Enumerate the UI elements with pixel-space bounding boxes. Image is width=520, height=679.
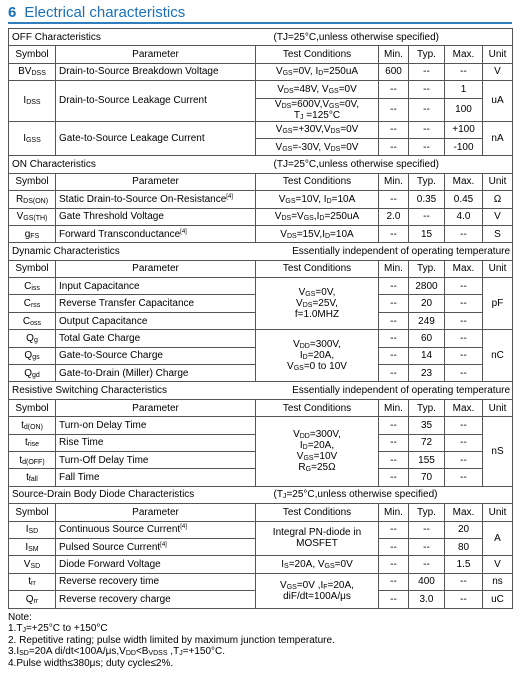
table-row: [9, 191, 513, 208]
min-cell: --: [379, 451, 409, 468]
switching-conditions: $V_{DD}=300V$, $I_D=20A$, $V_{GS}=10V$ $R_G=25\Omega$: [256, 417, 379, 487]
off-section-row: [9, 29, 513, 46]
dynamic-section-title: Dynamic Characteristics: [9, 243, 256, 260]
header-unit: Unit: [483, 260, 513, 277]
max-cell: --: [445, 365, 483, 382]
header-min: Min.: [379, 173, 409, 190]
min-cell: --: [379, 138, 409, 155]
max-cell: --: [445, 330, 483, 347]
max-cell: 0.45: [445, 191, 483, 208]
symbol-tfall: $t_{fall}$: [9, 469, 56, 486]
typ-cell: 72: [409, 434, 445, 451]
typ-cell: 249: [409, 312, 445, 329]
unit-cell: Ω: [483, 191, 513, 208]
table-row: [9, 208, 513, 225]
on-section-condition: (TJ=25°C,unless otherwise specified): [256, 156, 513, 173]
typ-cell: 35: [409, 417, 445, 434]
parameter-cell: Reverse recovery time: [56, 573, 256, 590]
typ-cell: 155: [409, 451, 445, 468]
parameter-cell: Forward Transconductance[4]: [56, 225, 256, 242]
notes-title: Note:: [8, 611, 32, 623]
header-symbol: Symbol: [9, 46, 56, 63]
max-cell: -100: [445, 138, 483, 155]
typ-cell: 70: [409, 469, 445, 486]
unit-cell: pF: [483, 278, 513, 330]
typ-cell: 3.0: [409, 591, 445, 608]
header-max: Max.: [445, 46, 483, 63]
min-cell: --: [379, 191, 409, 208]
header-conditions: Test Conditions: [256, 504, 379, 521]
symbol-rdson: $R_{DS(ON)}$: [9, 191, 56, 208]
header-row: [9, 46, 513, 63]
header-max: Max.: [445, 260, 483, 277]
header-row: [9, 399, 513, 416]
conditions-cell: $V_{DS}=15V,I_D=10A$: [256, 225, 379, 242]
parameter-cell: Output Capacitance: [56, 312, 256, 329]
typ-cell: --: [409, 538, 445, 555]
table-row: [9, 63, 513, 80]
parameter-cell: Static Drain-to-Source On-Resistance[4]: [56, 191, 256, 208]
note-item: $3.I_{SD}=20A$ $di/dt<100A/\mu s,V_{DD}<B_{VDSS}$ $,T_J=+150^\circ C$.: [8, 646, 226, 657]
header-typ: Typ.: [409, 173, 445, 190]
min-cell: --: [379, 538, 409, 555]
symbol-qg: $Q_g$: [9, 330, 56, 347]
header-row: [9, 504, 513, 521]
max-cell: --: [445, 312, 483, 329]
max-cell: 20: [445, 521, 483, 538]
dynamic-section-condition: Essentially independent of operating temperature: [256, 243, 513, 260]
symbol-gfs: $g_{FS}$: [9, 225, 56, 242]
header-typ: Typ.: [409, 399, 445, 416]
header-typ: Typ.: [409, 260, 445, 277]
parameter-cell: Gate-to-Drain (Miller) Charge: [56, 365, 256, 382]
symbol-ciss: $C_{iss}$: [9, 278, 56, 295]
note-item: 2. Repetitive rating; pulse width limited by maximum junction temperature.: [8, 634, 335, 646]
symbol-trr: $t_{rr}$: [9, 573, 56, 590]
unit-cell: V: [483, 556, 513, 573]
conditions-cell: $V_{GS}=10V$, $I_D=10A$: [256, 191, 379, 208]
typ-cell: --: [409, 81, 445, 98]
symbol-idss: $I_{DSS}$: [9, 81, 56, 121]
table-row: [9, 225, 513, 242]
parameter-cell: Drain-to-Source Breakdown Voltage: [56, 63, 256, 80]
diode-section-title: Source-Drain Body Diode Characteristics: [9, 486, 256, 503]
min-cell: --: [379, 469, 409, 486]
notes: [8, 612, 512, 670]
header-max: Max.: [445, 173, 483, 190]
symbol-vsd: $V_{SD}$: [9, 556, 56, 573]
conditions-cell: $V_{DS}=600V,V_{GS}=0V$, $T_J =125^\circ C$: [256, 98, 379, 121]
max-cell: --: [445, 295, 483, 312]
typ-cell: 14: [409, 347, 445, 364]
charge-conditions: $V_{DD}=300V$, $I_D=20A$, $V_{GS}=0$ to 10V: [256, 330, 379, 382]
header-parameter: Parameter: [56, 173, 256, 190]
symbol-vgsth: $V_{GS(TH)}$: [9, 208, 56, 225]
header-parameter: Parameter: [56, 260, 256, 277]
unit-cell: nA: [483, 121, 513, 156]
recovery-conditions: $V_{GS}=0V$ $,I_F=20A$, diF/dt=100A/μs: [256, 573, 379, 608]
symbol-trise: $t_{rise}$: [9, 434, 56, 451]
header-unit: Unit: [483, 173, 513, 190]
conditions-cell: $V_{DS}=V_{GS},I_D=250uA$: [256, 208, 379, 225]
max-cell: --: [445, 573, 483, 590]
header-conditions: Test Conditions: [256, 173, 379, 190]
diode-section-row: [9, 486, 513, 503]
min-cell: --: [379, 121, 409, 138]
min-cell: 600: [379, 63, 409, 80]
symbol-tdoff: $t_{d(OFF)}$: [9, 451, 56, 468]
conditions-cell: $V_{GS}=-30V$, $V_{DS}=0V$: [256, 138, 379, 155]
symbol-qrr: $Q_{rr}$: [9, 591, 56, 608]
parameter-cell: Turn-on Delay Time: [56, 417, 256, 434]
header-parameter: Parameter: [56, 504, 256, 521]
note-item: 4.Pulse width≤380μs; duty cycle≤2%.: [8, 657, 174, 669]
symbol-bvdss: $BV_{DSS}$: [9, 63, 56, 80]
off-section-condition: (TJ=25°C,unless otherwise specified): [256, 29, 513, 46]
section-heading: [8, 0, 512, 24]
max-cell: --: [445, 434, 483, 451]
max-cell: --: [445, 225, 483, 242]
pn-diode-conditions: Integral PN-diode in MOSFET: [256, 521, 379, 556]
typ-cell: --: [409, 521, 445, 538]
typ-cell: 15: [409, 225, 445, 242]
header-row: [9, 173, 513, 190]
max-cell: --: [445, 347, 483, 364]
table-row: [9, 556, 513, 573]
max-cell: --: [445, 278, 483, 295]
unit-cell: nC: [483, 330, 513, 382]
capacitance-conditions: $V_{GS}=0V$, $V_{DS}=25V$, f=1.0MHZ: [256, 278, 379, 330]
header-unit: Unit: [483, 504, 513, 521]
parameter-cell: Gate-to-Source Charge: [56, 347, 256, 364]
header-symbol: Symbol: [9, 399, 56, 416]
header-symbol: Symbol: [9, 260, 56, 277]
typ-cell: --: [409, 138, 445, 155]
header-typ: Typ.: [409, 504, 445, 521]
max-cell: --: [445, 63, 483, 80]
table-row: [9, 278, 513, 295]
electrical-characteristics-table: [8, 28, 513, 609]
symbol-qgd: $Q_{gd}$: [9, 365, 56, 382]
header-unit: Unit: [483, 399, 513, 416]
symbol-crss: $C_{rss}$: [9, 295, 56, 312]
off-section-title: OFF Characteristics: [9, 29, 256, 46]
on-section-title: ON Characteristics: [9, 156, 256, 173]
header-conditions: Test Conditions: [256, 260, 379, 277]
max-cell: --: [445, 417, 483, 434]
typ-cell: --: [409, 63, 445, 80]
min-cell: --: [379, 573, 409, 590]
parameter-cell: Reverse recovery charge: [56, 591, 256, 608]
max-cell: --: [445, 451, 483, 468]
note-item: $1.T_J=+25^\circ C$ to +150°C: [8, 623, 108, 634]
parameter-cell: Pulsed Source Current[4]: [56, 538, 256, 555]
table-row: [9, 81, 513, 98]
unit-cell: nS: [483, 417, 513, 487]
max-cell: 4.0: [445, 208, 483, 225]
typ-cell: 0.35: [409, 191, 445, 208]
typ-cell: 400: [409, 573, 445, 590]
unit-cell: V: [483, 63, 513, 80]
min-cell: --: [379, 556, 409, 573]
parameter-cell: Gate-to-Source Leakage Current: [56, 121, 256, 156]
max-cell: 1: [445, 81, 483, 98]
diode-section-condition: ($T_J=25^\circ C,unless$ otherwise specified): [256, 486, 513, 503]
typ-cell: 2800: [409, 278, 445, 295]
symbol-ism: $I_{SM}$: [9, 538, 56, 555]
parameter-cell: Turn-Off Delay Time: [56, 451, 256, 468]
section-number: 6: [8, 3, 17, 21]
unit-cell: ns: [483, 573, 513, 590]
parameter-cell: Input Capacitance: [56, 278, 256, 295]
parameter-cell: Total Gate Charge: [56, 330, 256, 347]
table-row: [9, 417, 513, 434]
header-unit: Unit: [483, 46, 513, 63]
min-cell: --: [379, 225, 409, 242]
min-cell: --: [379, 365, 409, 382]
header-symbol: Symbol: [9, 504, 56, 521]
on-section-row: [9, 156, 513, 173]
conditions-cell: $V_{GS}=0V$, $I_D=250uA$: [256, 63, 379, 80]
header-parameter: Parameter: [56, 399, 256, 416]
parameter-cell: Drain-to-Source Leakage Current: [56, 81, 256, 121]
unit-cell: uC: [483, 591, 513, 608]
min-cell: --: [379, 312, 409, 329]
typ-cell: 60: [409, 330, 445, 347]
parameter-cell: Continuous Source Current[4]: [56, 521, 256, 538]
table-row: [9, 521, 513, 538]
table-row: [9, 121, 513, 138]
header-conditions: Test Conditions: [256, 399, 379, 416]
parameter-cell: Gate Threshold Voltage: [56, 208, 256, 225]
max-cell: 1.5: [445, 556, 483, 573]
min-cell: --: [379, 81, 409, 98]
parameter-cell: Reverse Transfer Capacitance: [56, 295, 256, 312]
unit-cell: S: [483, 225, 513, 242]
table-row: [9, 573, 513, 590]
conditions-cell: $V_{DS}=48V$, $V_{GS}=0V$: [256, 81, 379, 98]
section-title: Electrical characteristics: [24, 3, 186, 21]
min-cell: --: [379, 417, 409, 434]
typ-cell: 20: [409, 295, 445, 312]
max-cell: 100: [445, 98, 483, 121]
min-cell: --: [379, 434, 409, 451]
min-cell: --: [379, 347, 409, 364]
header-conditions: Test Conditions: [256, 46, 379, 63]
header-typ: Typ.: [409, 46, 445, 63]
switching-section-condition: Essentially independent of operating temperature: [256, 382, 513, 399]
header-min: Min.: [379, 399, 409, 416]
max-cell: --: [445, 591, 483, 608]
header-parameter: Parameter: [56, 46, 256, 63]
min-cell: --: [379, 330, 409, 347]
max-cell: 80: [445, 538, 483, 555]
typ-cell: --: [409, 98, 445, 121]
min-cell: --: [379, 278, 409, 295]
header-min: Min.: [379, 260, 409, 277]
max-cell: +100: [445, 121, 483, 138]
conditions-cell: $V_{GS}=+30V,V_{DS}=0V$: [256, 121, 379, 138]
dynamic-section-row: [9, 243, 513, 260]
symbol-coss: $C_{oss}$: [9, 312, 56, 329]
min-cell: --: [379, 591, 409, 608]
typ-cell: --: [409, 121, 445, 138]
min-cell: --: [379, 295, 409, 312]
header-min: Min.: [379, 504, 409, 521]
parameter-cell: Rise Time: [56, 434, 256, 451]
symbol-isd: $I_{SD}$: [9, 521, 56, 538]
unit-cell: V: [483, 208, 513, 225]
symbol-igss: $I_{GSS}$: [9, 121, 56, 156]
parameter-cell: Fall Time: [56, 469, 256, 486]
min-cell: --: [379, 98, 409, 121]
switching-section-title: Resistive Switching Characteristics: [9, 382, 256, 399]
unit-cell: A: [483, 521, 513, 556]
header-max: Max.: [445, 504, 483, 521]
header-symbol: Symbol: [9, 173, 56, 190]
typ-cell: --: [409, 556, 445, 573]
header-max: Max.: [445, 399, 483, 416]
conditions-cell: $I_S=20A$, $V_{GS}=0V$: [256, 556, 379, 573]
parameter-cell: Diode Forward Voltage: [56, 556, 256, 573]
header-min: Min.: [379, 46, 409, 63]
min-cell: --: [379, 521, 409, 538]
switching-section-row: [9, 382, 513, 399]
unit-cell: uA: [483, 81, 513, 121]
min-cell: 2.0: [379, 208, 409, 225]
header-row: [9, 260, 513, 277]
table-row: [9, 330, 513, 347]
max-cell: --: [445, 469, 483, 486]
typ-cell: --: [409, 208, 445, 225]
symbol-qgs: $Q_{gs}$: [9, 347, 56, 364]
typ-cell: 23: [409, 365, 445, 382]
symbol-tdon: $t_{d(ON)}$: [9, 417, 56, 434]
